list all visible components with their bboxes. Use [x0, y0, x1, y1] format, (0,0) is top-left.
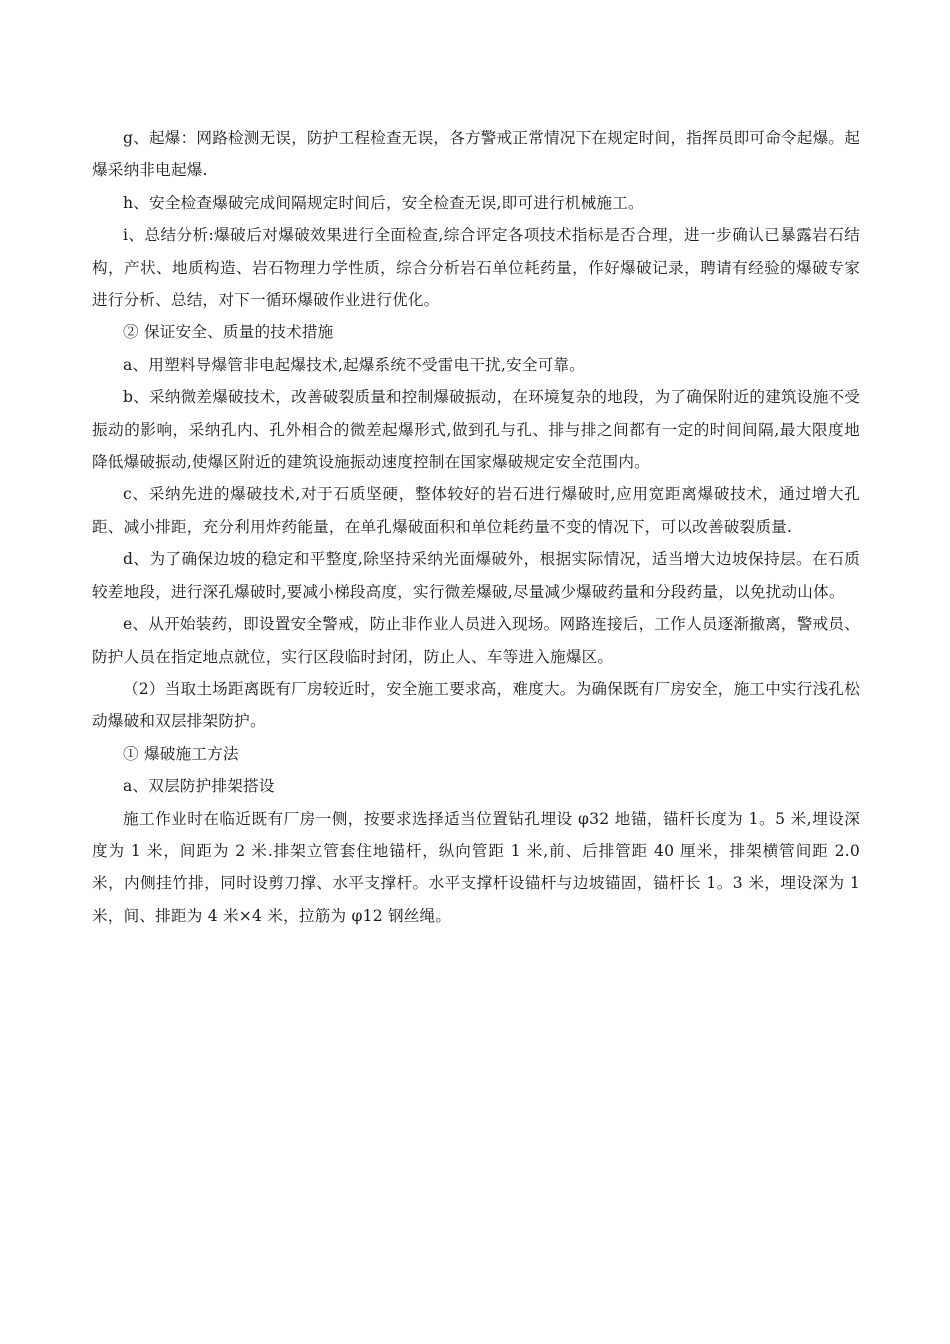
paragraph-step-g-detonation: g、起爆：网路检测无误，防护工程检查无误，各方警戒正常情况下在规定时间，指挥员即可命令起爆。起爆采纳非电起爆.: [92, 129, 860, 180]
document-body: [92, 122, 860, 932]
paragraph-step-i-summary-analysis: i、总结分析:爆破后对爆破效果进行全面检查,综合评定各项技术指标是否合理，进一步确认已暴露岩石结构，产状、地质构造、岩石物理力学性质，综合分析岩石单位耗药量，作好爆破记录，聘请有经验的爆破专家进行分析、总结，对下一循环爆破作业进行优化。: [92, 226, 860, 310]
subheading-double-protection-frame: a、双层防护排架搭设: [123, 777, 275, 796]
section-heading-blasting-method: ① 爆破施工方法: [123, 744, 239, 763]
paragraph-measure-b: b、采纳微差爆破技术，改善破裂质量和控制爆破振动，在环境复杂的地段，为了确保附近的建筑设施不受振动的影响，采纳孔内、孔外相合的微差起爆形式,做到孔与孔、排与排之间都有一定的时间间隔,最大限度地降低爆破振动,使爆区附近的建筑设施振动速度控制在国家爆破规定安全范围内。: [92, 388, 860, 472]
paragraph-measure-d: d、为了确保边坡的稳定和平整度,除坚持采纳光面爆破外，根据实际情况，适当增大边坡保持层。在石质较差地段，进行深孔爆破时,要减小梯段高度，实行微差爆破,尽量减少爆破药量和分段药量，以免扰动山体。: [92, 550, 860, 601]
paragraph-step-h-safety-check: h、安全检查爆破完成间隔规定时间后，安全检查无误,即可进行机械施工。: [123, 193, 644, 212]
section-heading-safety-quality-measures: ② 保证安全、质量的技术措施: [123, 323, 334, 342]
paragraph-measure-c: c、采纳先进的爆破技术,对于石质坚硬，整体较好的岩石进行爆破时,应用宽距离爆破技术，通过增大孔距、减小排距，充分利用炸药能量，在单孔爆破面积和单位耗药量不变的情况下，可以改善破裂质量.: [92, 485, 860, 536]
paragraph-case-2: （2）当取土场距离既有厂房较近时，安全施工要求高，难度大。为确保既有厂房安全，施工中实行浅孔松动爆破和双层排架防护。: [92, 679, 860, 731]
paragraph-frame-construction: 施工作业时在临近既有厂房一侧，按要求选择适当位置钻孔埋设 φ32 地锚，锚杆长度为 1。5 米,埋设深度为 1 米，间距为 2 米.排架立管套住地锚杆，纵向管距 1 米,前、后排管距 40 厘米，排架横管间距 2.0 米，内侧挂竹排，同时设剪刀撑、水平支撑杆。水平支撑杆设锚杆与边坡锚固，锚杆长 1。3 米，埋设深为 1 米，间、排距为 4 米×4 米，拉筋为 φ12 钢丝绳。: [92, 809, 860, 925]
paragraph-measure-a: a、用塑料导爆管非电起爆技术,起爆系统不受雷电干扰,安全可靠。: [123, 355, 586, 374]
paragraph-measure-e: e、从开始装药，即设置安全警戒，防止非作业人员进入现场。网路连接后，工作人员逐渐撤离，警戒员、防护人员在指定地点就位，实行区段临时封闭，防止人、车等进入施爆区。: [92, 615, 860, 666]
